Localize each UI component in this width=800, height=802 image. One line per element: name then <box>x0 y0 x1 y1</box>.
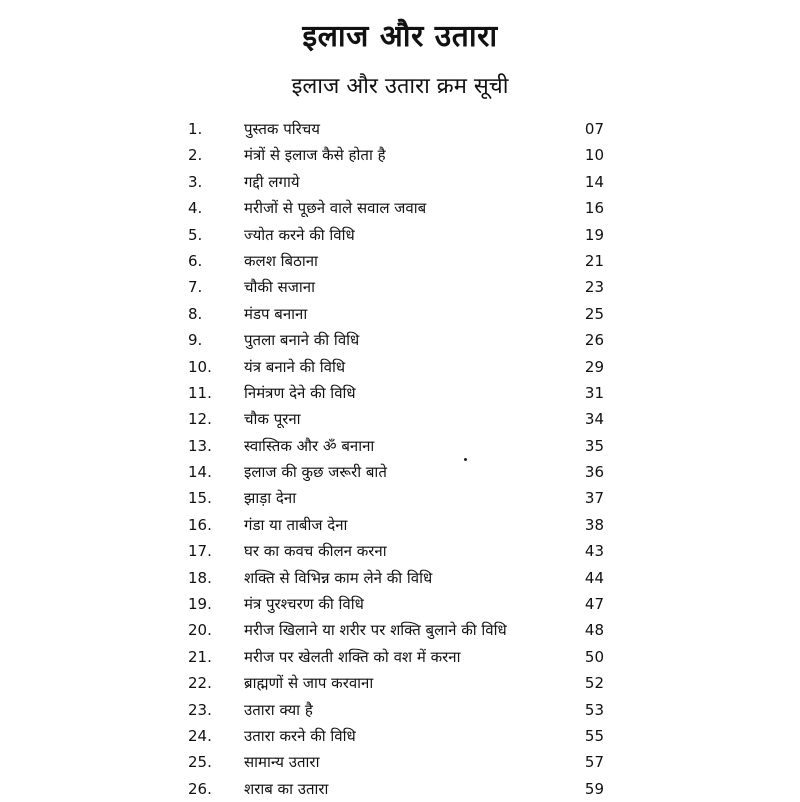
toc-page-number: 48 <box>584 621 604 640</box>
toc-row <box>0 538 800 564</box>
toc-number: 19. <box>188 595 212 614</box>
toc-number: 24. <box>188 726 212 745</box>
toc-title: सामान्य उतारा <box>244 753 320 772</box>
toc-page-number: 52 <box>584 674 604 693</box>
toc-page-number: 07 <box>584 120 604 138</box>
toc-number: 22. <box>188 674 212 693</box>
toc-page-number: 21 <box>584 251 604 270</box>
toc-number: 3. <box>188 172 203 191</box>
toc-title: मंत्र पुरश्चरण की विधि <box>244 595 364 614</box>
toc-title: कलश बिठाना <box>244 251 318 270</box>
toc-page-number: 37 <box>584 489 604 508</box>
toc-row <box>0 459 800 485</box>
toc-title: पुतला बनाने की विधि <box>244 331 360 350</box>
toc-number: 7. <box>188 278 203 297</box>
toc-row <box>0 644 800 670</box>
toc-title: मरीज पर खेलती शक्ति को वश में करना <box>244 647 461 666</box>
toc-title: मरीज खिलाने या शरीर पर शक्ति बुलाने की विधि <box>244 621 507 640</box>
table-of-contents <box>0 116 800 802</box>
toc-number: 9. <box>188 331 203 350</box>
toc-page-number: 57 <box>584 753 604 772</box>
toc-row <box>0 195 800 221</box>
toc-number: 2. <box>188 146 203 165</box>
toc-number: 13. <box>188 436 212 455</box>
toc-row <box>0 723 800 749</box>
ink-speck <box>464 458 467 461</box>
toc-heading: इलाज और उतारा क्रम सूची <box>291 74 509 99</box>
toc-number: 5. <box>188 225 203 244</box>
toc-number: 10. <box>188 357 212 376</box>
toc-title: घर का कवच कीलन करना <box>244 542 387 561</box>
toc-title: इलाज की कुछ जरूरी बाते <box>244 463 387 482</box>
toc-page-number: 25 <box>584 304 604 323</box>
toc-row <box>0 222 800 248</box>
toc-number: 25. <box>188 753 212 772</box>
toc-row <box>0 406 800 432</box>
toc-row <box>0 565 800 591</box>
toc-number: 11. <box>188 383 212 402</box>
toc-title: गद्दी लगाये <box>244 172 300 191</box>
toc-title: शक्ति से विभिन्न काम लेने की विधि <box>244 568 433 587</box>
toc-page-number: 43 <box>584 542 604 561</box>
toc-row <box>0 116 800 142</box>
toc-row <box>0 776 800 802</box>
book-title: इलाज और उतारा <box>302 19 498 54</box>
toc-number: 1. <box>188 120 203 138</box>
toc-row <box>0 617 800 643</box>
toc-title: चौकी सजाना <box>244 278 315 297</box>
toc-page-number: 55 <box>584 726 604 745</box>
toc-row <box>0 670 800 696</box>
toc-row <box>0 433 800 459</box>
toc-row <box>0 380 800 406</box>
toc-title: गंडा या ताबीज देना <box>244 515 348 534</box>
toc-page-number: 29 <box>584 357 604 376</box>
toc-title: ज्योत करने की विधि <box>244 225 355 244</box>
toc-title: मंडप बनाना <box>244 304 308 323</box>
toc-row <box>0 591 800 617</box>
toc-page-number: 26 <box>584 331 604 350</box>
toc-page-number: 36 <box>584 463 604 482</box>
toc-row <box>0 697 800 723</box>
toc-page-number: 50 <box>584 647 604 666</box>
toc-page-number: 47 <box>584 595 604 614</box>
toc-number: 14. <box>188 463 212 482</box>
toc-title: यंत्र बनाने की विधि <box>244 357 346 376</box>
toc-row <box>0 169 800 195</box>
toc-number: 15. <box>188 489 212 508</box>
toc-page-number: 53 <box>584 700 604 719</box>
toc-page-number: 44 <box>584 568 604 587</box>
toc-number: 18. <box>188 568 212 587</box>
toc-number: 8. <box>188 304 203 323</box>
toc-title: स्वास्तिक और ॐ बनाना <box>244 436 375 455</box>
toc-row <box>0 142 800 168</box>
toc-row <box>0 354 800 380</box>
toc-page-number: 10 <box>584 146 604 165</box>
toc-page-number: 35 <box>584 436 604 455</box>
toc-row <box>0 749 800 775</box>
toc-page-number: 34 <box>584 410 604 429</box>
toc-title: शराब का उतारा <box>244 779 329 798</box>
toc-row <box>0 248 800 274</box>
toc-row <box>0 327 800 353</box>
toc-number: 20. <box>188 621 212 640</box>
toc-title: मंत्रों से इलाज कैसे होता है <box>244 146 386 165</box>
toc-row <box>0 301 800 327</box>
toc-page-number: 23 <box>584 278 604 297</box>
toc-number: 6. <box>188 251 203 270</box>
toc-title: ब्राह्मणों से जाप करवाना <box>244 674 374 693</box>
toc-page-number: 59 <box>584 779 604 798</box>
toc-row <box>0 485 800 511</box>
toc-page-number: 16 <box>584 199 604 218</box>
toc-number: 26. <box>188 779 212 798</box>
toc-number: 4. <box>188 199 203 218</box>
toc-number: 16. <box>188 515 212 534</box>
toc-title: चौक पूरना <box>244 410 301 429</box>
toc-page-number: 19 <box>584 225 604 244</box>
toc-row <box>0 274 800 300</box>
toc-row <box>0 512 800 538</box>
toc-title: उतारा क्या है <box>244 700 313 719</box>
toc-number: 21. <box>188 647 212 666</box>
toc-title: पुस्तक परिचय <box>244 120 320 138</box>
toc-number: 12. <box>188 410 212 429</box>
toc-page-number: 38 <box>584 515 604 534</box>
toc-title: निमंत्रण देने की विधि <box>244 383 356 402</box>
toc-title: मरीजों से पूछने वाले सवाल जवाब <box>244 199 427 218</box>
toc-title: झाड़ा देना <box>244 489 297 508</box>
toc-title: उतारा करने की विधि <box>244 726 356 745</box>
toc-page-number: 14 <box>584 172 604 191</box>
toc-number: 23. <box>188 700 212 719</box>
toc-number: 17. <box>188 542 212 561</box>
toc-page-number: 31 <box>584 383 604 402</box>
